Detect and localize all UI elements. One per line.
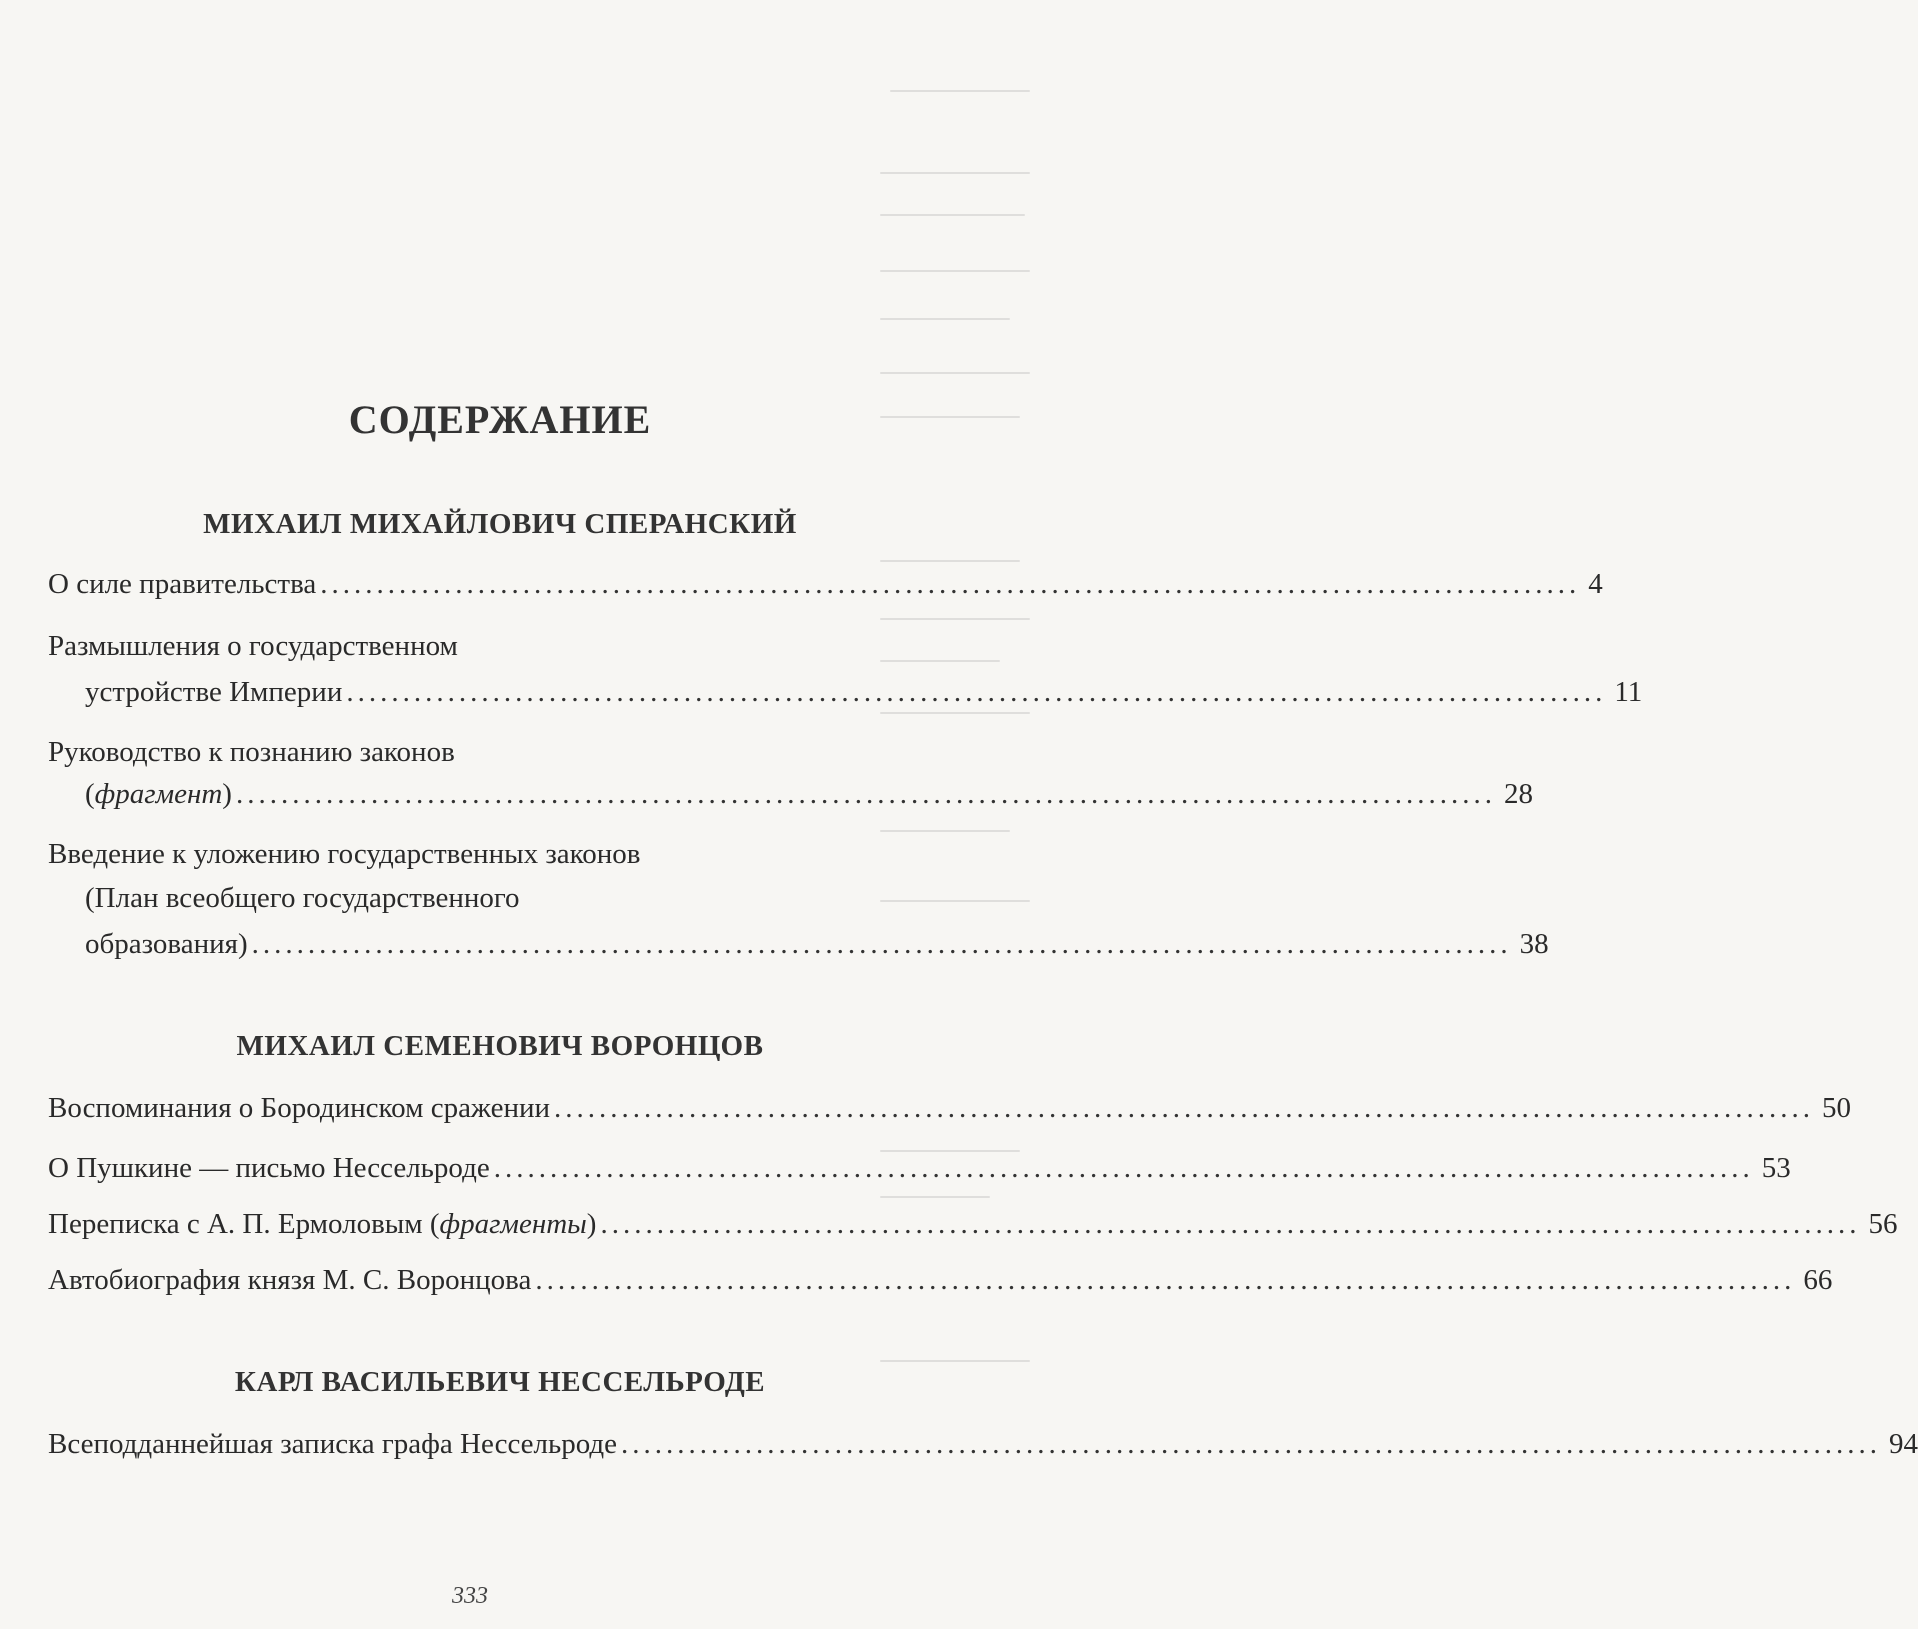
leader-dots: ................................................................................................................ bbox=[535, 1264, 1796, 1296]
leader-dots: ................................................................................................................ bbox=[235, 778, 1496, 810]
entry-title: Размышления о государственном bbox=[48, 630, 458, 662]
leader-dots: ................................................................................................................ bbox=[251, 928, 1512, 960]
toc-entry bbox=[48, 1090, 1852, 1126]
toc-entry bbox=[85, 674, 1643, 710]
page-number: 28 bbox=[1503, 778, 1533, 810]
entry-title: Переписка с А. П. Ермоловым (фрагменты) bbox=[48, 1208, 597, 1240]
entry-title: Автобиография князя М. С. Воронцова bbox=[48, 1264, 532, 1296]
entry-title-continued: устройстве Империи bbox=[85, 676, 343, 708]
italic-note: фрагмент bbox=[94, 778, 223, 810]
section-heading: МИХАИЛ МИХАЙЛОВИЧ СПЕРАНСКИЙ bbox=[203, 508, 797, 540]
entry-title-continued: образования) bbox=[85, 928, 248, 960]
toc-entry bbox=[48, 1206, 1898, 1242]
page-number: 53 bbox=[1761, 1152, 1791, 1184]
leader-dots: ................................................................................................................ bbox=[621, 1428, 1882, 1460]
entry-title: Всеподданнейшая записка графа Нессельроде bbox=[48, 1428, 618, 1460]
leader-dots: ................................................................................................................ bbox=[346, 676, 1607, 708]
toc-entry-line bbox=[48, 628, 868, 664]
toc-entry-line bbox=[48, 734, 868, 770]
entry-title-continued: (фрагмент) bbox=[85, 778, 232, 810]
entry-title: Воспоминания о Бородинском сражении bbox=[48, 1092, 551, 1124]
toc-entry bbox=[85, 776, 1533, 812]
section-heading: КАРЛ ВАСИЛЬЕВИЧ НЕССЕЛЬРОДЕ bbox=[234, 1366, 766, 1398]
entry-title-continued: (План всеобщего государственного bbox=[85, 882, 520, 914]
toc-entry bbox=[85, 926, 1549, 962]
leader-dots: ................................................................................................................ bbox=[320, 568, 1581, 600]
page-number: 56 bbox=[1868, 1208, 1898, 1240]
toc-entry-line bbox=[85, 880, 905, 916]
toc-entry-line bbox=[48, 836, 868, 872]
entry-title: О Пушкине — письмо Нессельроде bbox=[48, 1152, 490, 1184]
page-number: 11 bbox=[1614, 676, 1643, 708]
leader-dots: ................................................................................................................ bbox=[554, 1092, 1815, 1124]
toc-entry bbox=[48, 566, 1603, 602]
toc-entry bbox=[48, 1262, 1833, 1298]
page-number: 4 bbox=[1588, 568, 1603, 600]
italic-note: фрагменты bbox=[439, 1208, 587, 1240]
page-number: 66 bbox=[1803, 1264, 1833, 1296]
leader-dots: ................................................................................................................ bbox=[600, 1208, 1861, 1240]
page-folio-number: 333 bbox=[452, 1583, 488, 1609]
toc-entry bbox=[48, 1426, 1918, 1462]
page-number: 50 bbox=[1822, 1092, 1852, 1124]
entry-title: О силе правительства bbox=[48, 568, 317, 600]
entry-title: Руководство к познанию законов bbox=[48, 736, 455, 768]
leader-dots: ................................................................................................................ bbox=[493, 1152, 1754, 1184]
toc-entry bbox=[48, 1150, 1791, 1186]
page-number: 94 bbox=[1889, 1428, 1918, 1460]
page-title: СОДЕРЖАНИЕ bbox=[348, 397, 652, 442]
section-heading: МИХАИЛ СЕМЕНОВИЧ ВОРОНЦОВ bbox=[236, 1030, 764, 1062]
entry-title: Введение к уложению государственных законов bbox=[48, 838, 641, 870]
page-number: 38 bbox=[1519, 928, 1549, 960]
